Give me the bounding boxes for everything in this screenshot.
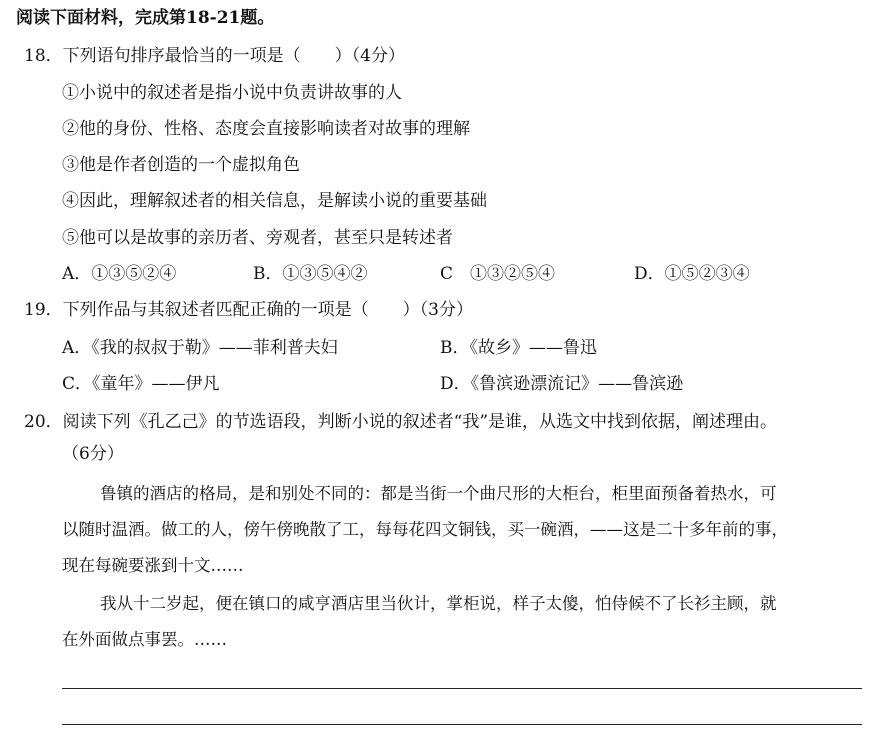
q20-score: （6分）: [62, 444, 124, 464]
q18-option-c: C ①③②⑤④: [440, 264, 556, 284]
instruction: 阅读下面材料，完成第18-21题。: [16, 8, 275, 28]
q18-item-3: ③他是作者创造的一个虚拟角色: [62, 155, 300, 175]
q19-option-c: C．《童年》——伊凡: [62, 374, 220, 394]
q19-option-a: A．《我的叔叔于勒》——菲利普夫妇: [62, 338, 338, 358]
passage-line-5: 在外面做点事罢。……: [62, 630, 227, 649]
q18-option-a: A．①③⑤②④: [62, 264, 177, 284]
q18-item-2: ②他的身份、性格、态度会直接影响读者对故事的理解: [62, 119, 470, 139]
answer-line-2: [62, 724, 862, 725]
q19-option-b: B．《故乡》——鲁迅: [440, 338, 597, 358]
q18-option-b: B．①③⑤④②: [253, 264, 368, 284]
q18-item-4: ④因此，理解叙述者的相关信息，是解读小说的重要基础: [62, 191, 487, 211]
passage-line-4: 我从十二岁起，便在镇口的咸亨酒店里当伙计，掌柜说，样子太傻，怕侍候不了长衫主顾，就: [100, 594, 777, 613]
q18-item-5: ⑤他可以是故事的亲历者、旁观者，甚至只是转述者: [62, 228, 453, 248]
passage-line-2: 以随时温酒。做工的人，傍午傍晚散了工，每每花四文铜钱，买一碗酒，——这是二十多年前的事，: [62, 520, 788, 539]
q19-stem: 19．下列作品与其叙述者匹配正确的一项是（ ）（3分）: [24, 300, 473, 320]
q18-stem: 18．下列语句排序最恰当的一项是（ ）（4分）: [24, 46, 405, 66]
q20-stem: 20．阅读下列《孔乙己》的节选语段，判断小说的叙述者“我”是谁，从选文中找到依据，阐述理由。: [24, 412, 778, 432]
answer-line-1: [62, 688, 862, 689]
q19-option-d: D．《鲁滨逊漂流记》——鲁滨逊: [440, 374, 684, 394]
passage-line-3: 现在每碗要涨到十文……: [62, 556, 244, 575]
passage-line-1: 鲁镇的酒店的格局，是和别处不同的：都是当街一个曲尺形的大柜台，柜里面预备着热水，可: [100, 484, 777, 503]
q18-option-d: D．①⑤②③④: [634, 264, 750, 284]
q18-item-1: ①小说中的叙述者是指小说中负责讲故事的人: [62, 83, 402, 103]
